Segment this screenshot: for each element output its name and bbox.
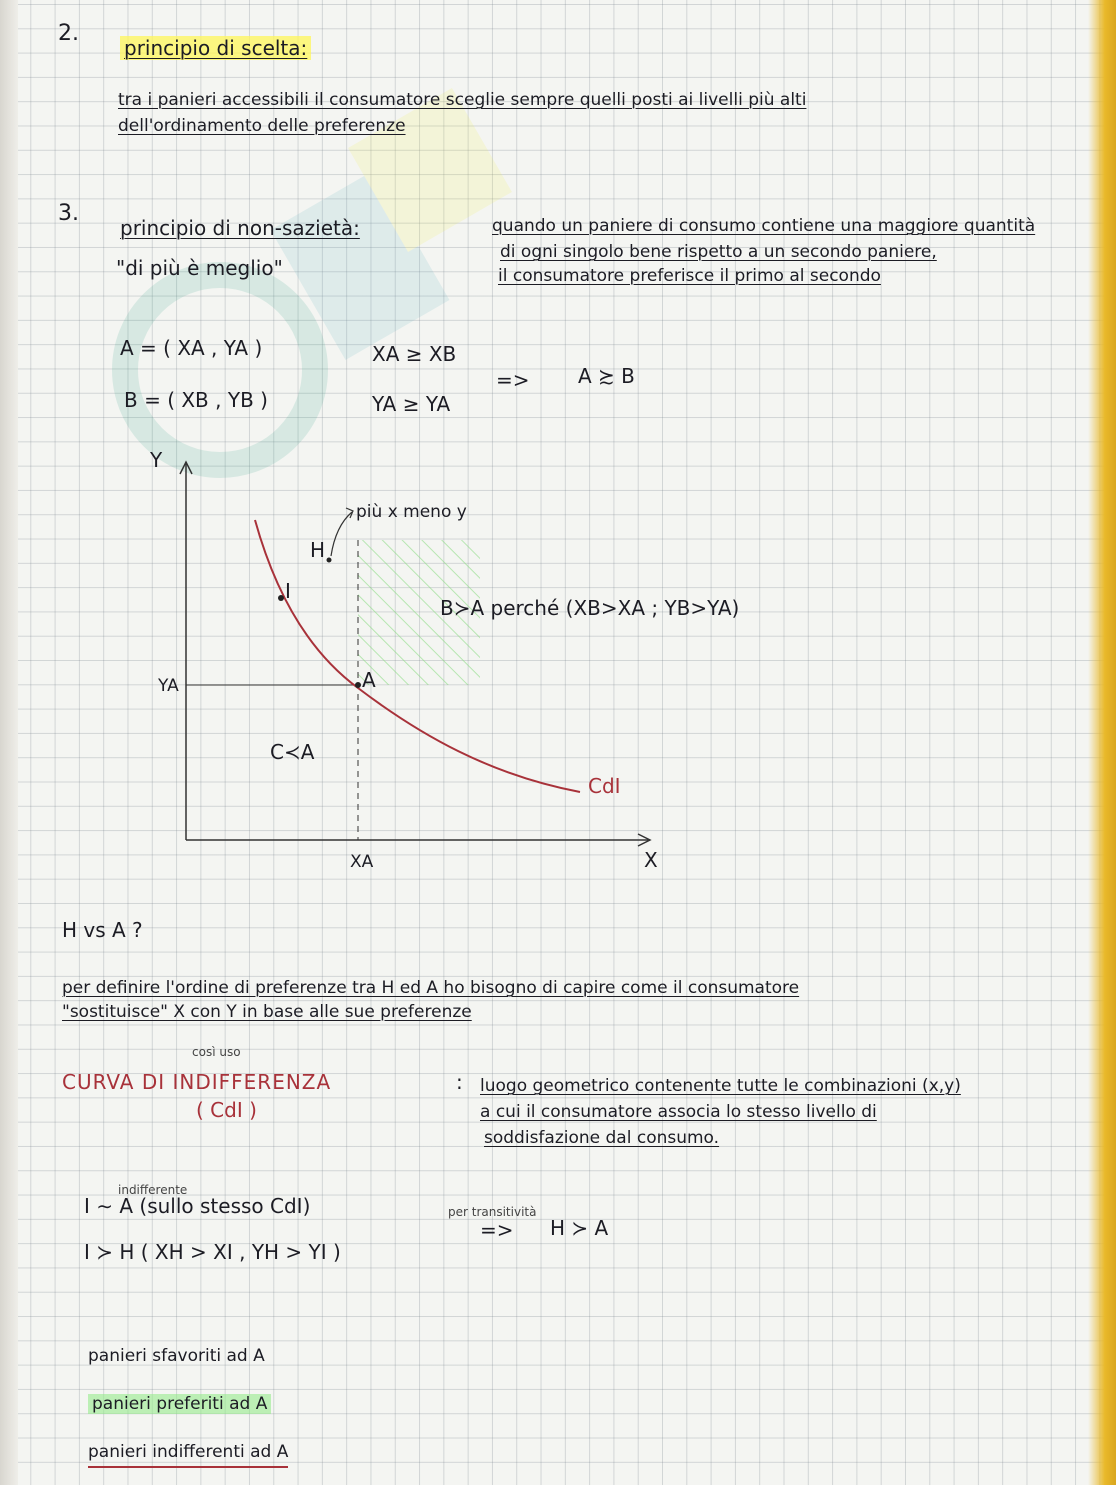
section-2-line-2: dell'ordinamento delle preferenze xyxy=(118,116,406,136)
section-3-desc-1: quando un paniere di consumo contiene una maggiore quantità xyxy=(492,216,1036,236)
graph-curve-label: CdI xyxy=(588,774,621,798)
section-2-line-1: tra i panieri accessibili il consumatore sceglie sempre quelli posti ai livelli più alti xyxy=(118,90,807,110)
conclusion-line-1: I ∼ A (sullo stesso CdI) xyxy=(84,1194,311,1218)
graph-point-i-label: I xyxy=(285,579,291,603)
graph-point-h-label: H xyxy=(310,538,326,562)
formula-implies: => xyxy=(496,368,530,392)
graph-note-more-x: più x meno y xyxy=(356,502,467,522)
definition-small-note: così uso xyxy=(192,1045,241,1059)
conclusion-transit-note: per transitività xyxy=(448,1205,537,1219)
graph-ya-label: YA xyxy=(158,676,179,696)
graph-b-preference: B≻A perché (XB>XA ; YB>YA) xyxy=(440,596,740,620)
graph-c-preference: C≺A xyxy=(270,740,315,764)
section-3-subtitle: "di più è meglio" xyxy=(116,256,283,280)
formula-b: B = ( XB , YB ) xyxy=(124,388,268,412)
section-3-desc-3: il consumatore preferisce il primo al secondo xyxy=(498,266,881,286)
more-x-arrow xyxy=(331,512,352,556)
formula-a: A = ( XA , YA ) xyxy=(120,336,263,360)
conclusion-result: H ≻ A xyxy=(550,1216,609,1240)
legend-item-disfavored: panieri sfavoriti ad A xyxy=(88,1346,265,1366)
section-2-title-text: principio di scelta: xyxy=(120,36,311,60)
conclusion-implies: => xyxy=(480,1218,514,1242)
graph-x-label: X xyxy=(644,848,658,872)
question-title: H vs A ? xyxy=(62,918,143,942)
formula-condition-1: XA ≥ XB xyxy=(372,342,457,366)
point-a-marker xyxy=(355,682,361,688)
graph-y-label: Y xyxy=(150,448,163,472)
graph-xa-label: XA xyxy=(350,852,374,872)
definition-term: CURVA DI INDIFFERENZA xyxy=(62,1070,332,1094)
conclusion-tiny-note: indifferente xyxy=(118,1183,188,1197)
definition-line-3: soddisfazione dal consumo. xyxy=(484,1128,720,1148)
definition-abbr: ( CdI ) xyxy=(196,1098,257,1122)
point-h-marker xyxy=(327,558,332,563)
section-2-number: 2. xyxy=(58,21,79,46)
graph-point-a-label: A xyxy=(362,668,376,692)
point-i-marker xyxy=(278,595,284,601)
section-3-desc-2: di ogni singolo bene rispetto a un secondo paniere, xyxy=(500,242,937,262)
legend-item-preferred-text: panieri preferiti ad A xyxy=(88,1394,271,1414)
legend-item-indifferent: panieri indifferenti ad A xyxy=(88,1440,288,1468)
section-3-title-text: principio di non-sazietà: xyxy=(120,216,360,240)
formula-condition-2: YA ≥ YA xyxy=(372,392,451,416)
section-3-number: 3. xyxy=(58,201,79,226)
definition-colon: : xyxy=(456,1070,463,1094)
definition-line-1: luogo geometrico contenente tutte le combinazioni (x,y) xyxy=(480,1076,961,1096)
conclusion-line-2: I ≻ H ( XH > XI , YH > YI ) xyxy=(84,1240,341,1264)
question-line-2: "sostituisce" X con Y in base alle sue preferenze xyxy=(62,1002,472,1022)
legend-item-preferred xyxy=(88,1392,271,1416)
question-line-1: per definire l'ordine di preferenze tra H ed A ho bisogno di capire come il consumatore xyxy=(62,978,800,998)
definition-line-2: a cui il consumatore associa lo stesso livello di xyxy=(480,1102,877,1122)
formula-result: A ≿ B xyxy=(578,364,635,388)
